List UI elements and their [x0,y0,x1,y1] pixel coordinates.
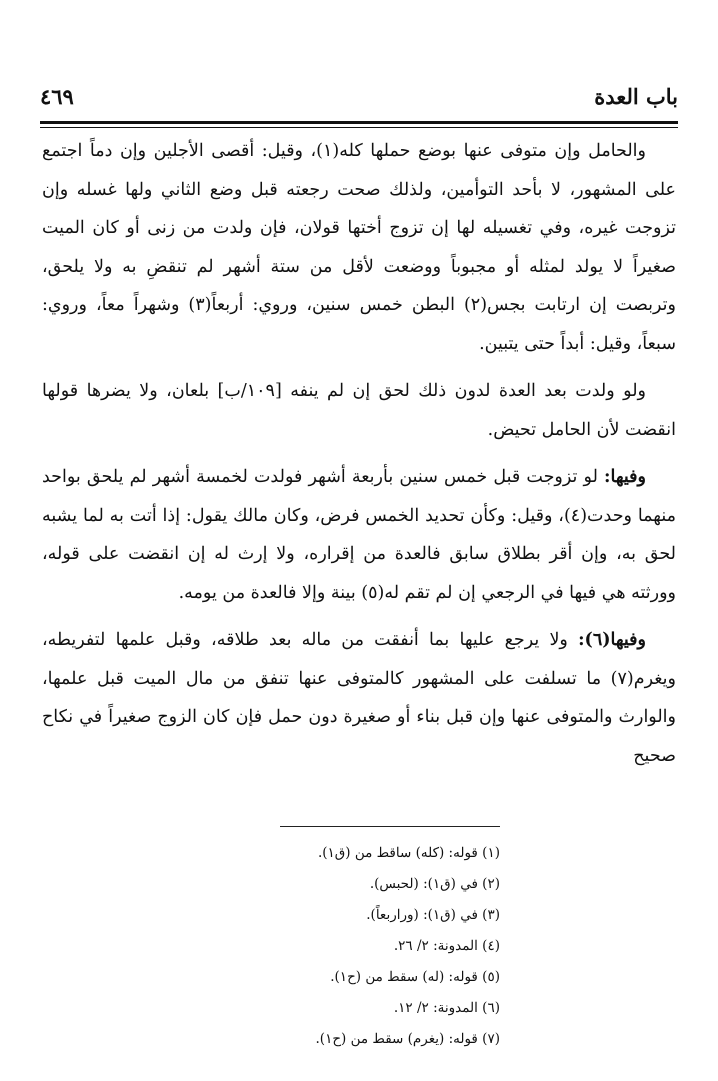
footnote-separator [280,826,500,827]
paragraph-text: ولو ولدت بعد العدة لدون ذلك لحق إن لم ينفه [١٠٩/ب] بلعان، ولا يضرها قولها انقضت لأن الحامل تحيض. [42,381,676,440]
paragraph-text: لو تزوجت قبل خمس سنين بأربعة أشهر فولدت لخمسة أشهر لم يلحق بواحد منهما وحدت(٤)، وقيل: وكأن تحديد الخمس فرض، وكان مالك يقول: إذا أتت به لما يشبه لحق به، وإن أقر بطلاق سابق فالعدة من إقراره، ولا إرث له إن انقضت على قوله، وورثته هي فيها في الرجعي إن لم تقم له(٥) بينة وإلا فالعدة من يومه. [42,467,676,603]
paragraph-text: والحامل وإن متوفى عنها بوضع حملها كله(١)، وقيل: أقصى الأجلين وإن دماً اجتمع على المشهور، لا بأحد التوأمين، ولذلك صحت رجعته قبل وضع الثاني ولها غسله وإن تزوجت غيره، وفي تغسيله لها إن تزوج أختها قولان، فإن ولدت من زنى أو كان الميت صغيراً لا يولد لمثله أو مجبوباً ووضعت لأقل من ستة أشهر لم تنقضِ به ولا يلحق، وتربصت إن ارتابت بجس(٢) البطن خمس سنين، وروي: أربعاً(٣) وشهراً معاً، وروي: سبعاً، وقيل: أبداً حتى يتبين. [42,141,676,354]
page-header [40,82,678,118]
header-rule [40,121,678,124]
paragraph [42,458,676,612]
footnote: (٢) في (ق١): (لحبس). [369,876,500,892]
page-number: ٤٦٩ [40,84,74,109]
paragraph [42,621,676,775]
paragraph [42,372,676,449]
running-head: باب العدة [594,84,678,109]
paragraph-lead: وفيها(٦): [578,630,646,650]
paragraph-lead: وفيها: [604,467,646,487]
footnote: (٣) في (ق١): (وراربعاً). [366,907,500,923]
header-rule-thin [40,127,678,128]
main-text [42,132,676,784]
footnote: (٤) المدونة: ٢/ ٢٦. [393,938,500,954]
footnote: (١) قوله: (كله) ساقط من (ق١). [317,845,500,861]
footnote: (٦) المدونة: ٢/ ١٢. [393,1000,500,1016]
footnotes [40,838,500,1055]
footnote: (٧) قوله: (يغرم) سقط من (ح١). [315,1031,500,1047]
footnote: (٥) قوله: (له) سقط من (ح١). [330,969,500,985]
paragraph [42,132,676,363]
paragraph-text: ولا يرجع عليها بما أنفقت من ماله بعد طلاقه، وقبل علمها لتفريطه، ويغرم(٧) ما تسلفت على المشهور كالمتوفى عنها تنفق من مال الميت قبل علمها، والوارث والمتوفى عنها وإن قبل بناء أو صغيرة دون حمل فإن كان الزوج صغيراً في نكاح صحيح [42,630,676,766]
